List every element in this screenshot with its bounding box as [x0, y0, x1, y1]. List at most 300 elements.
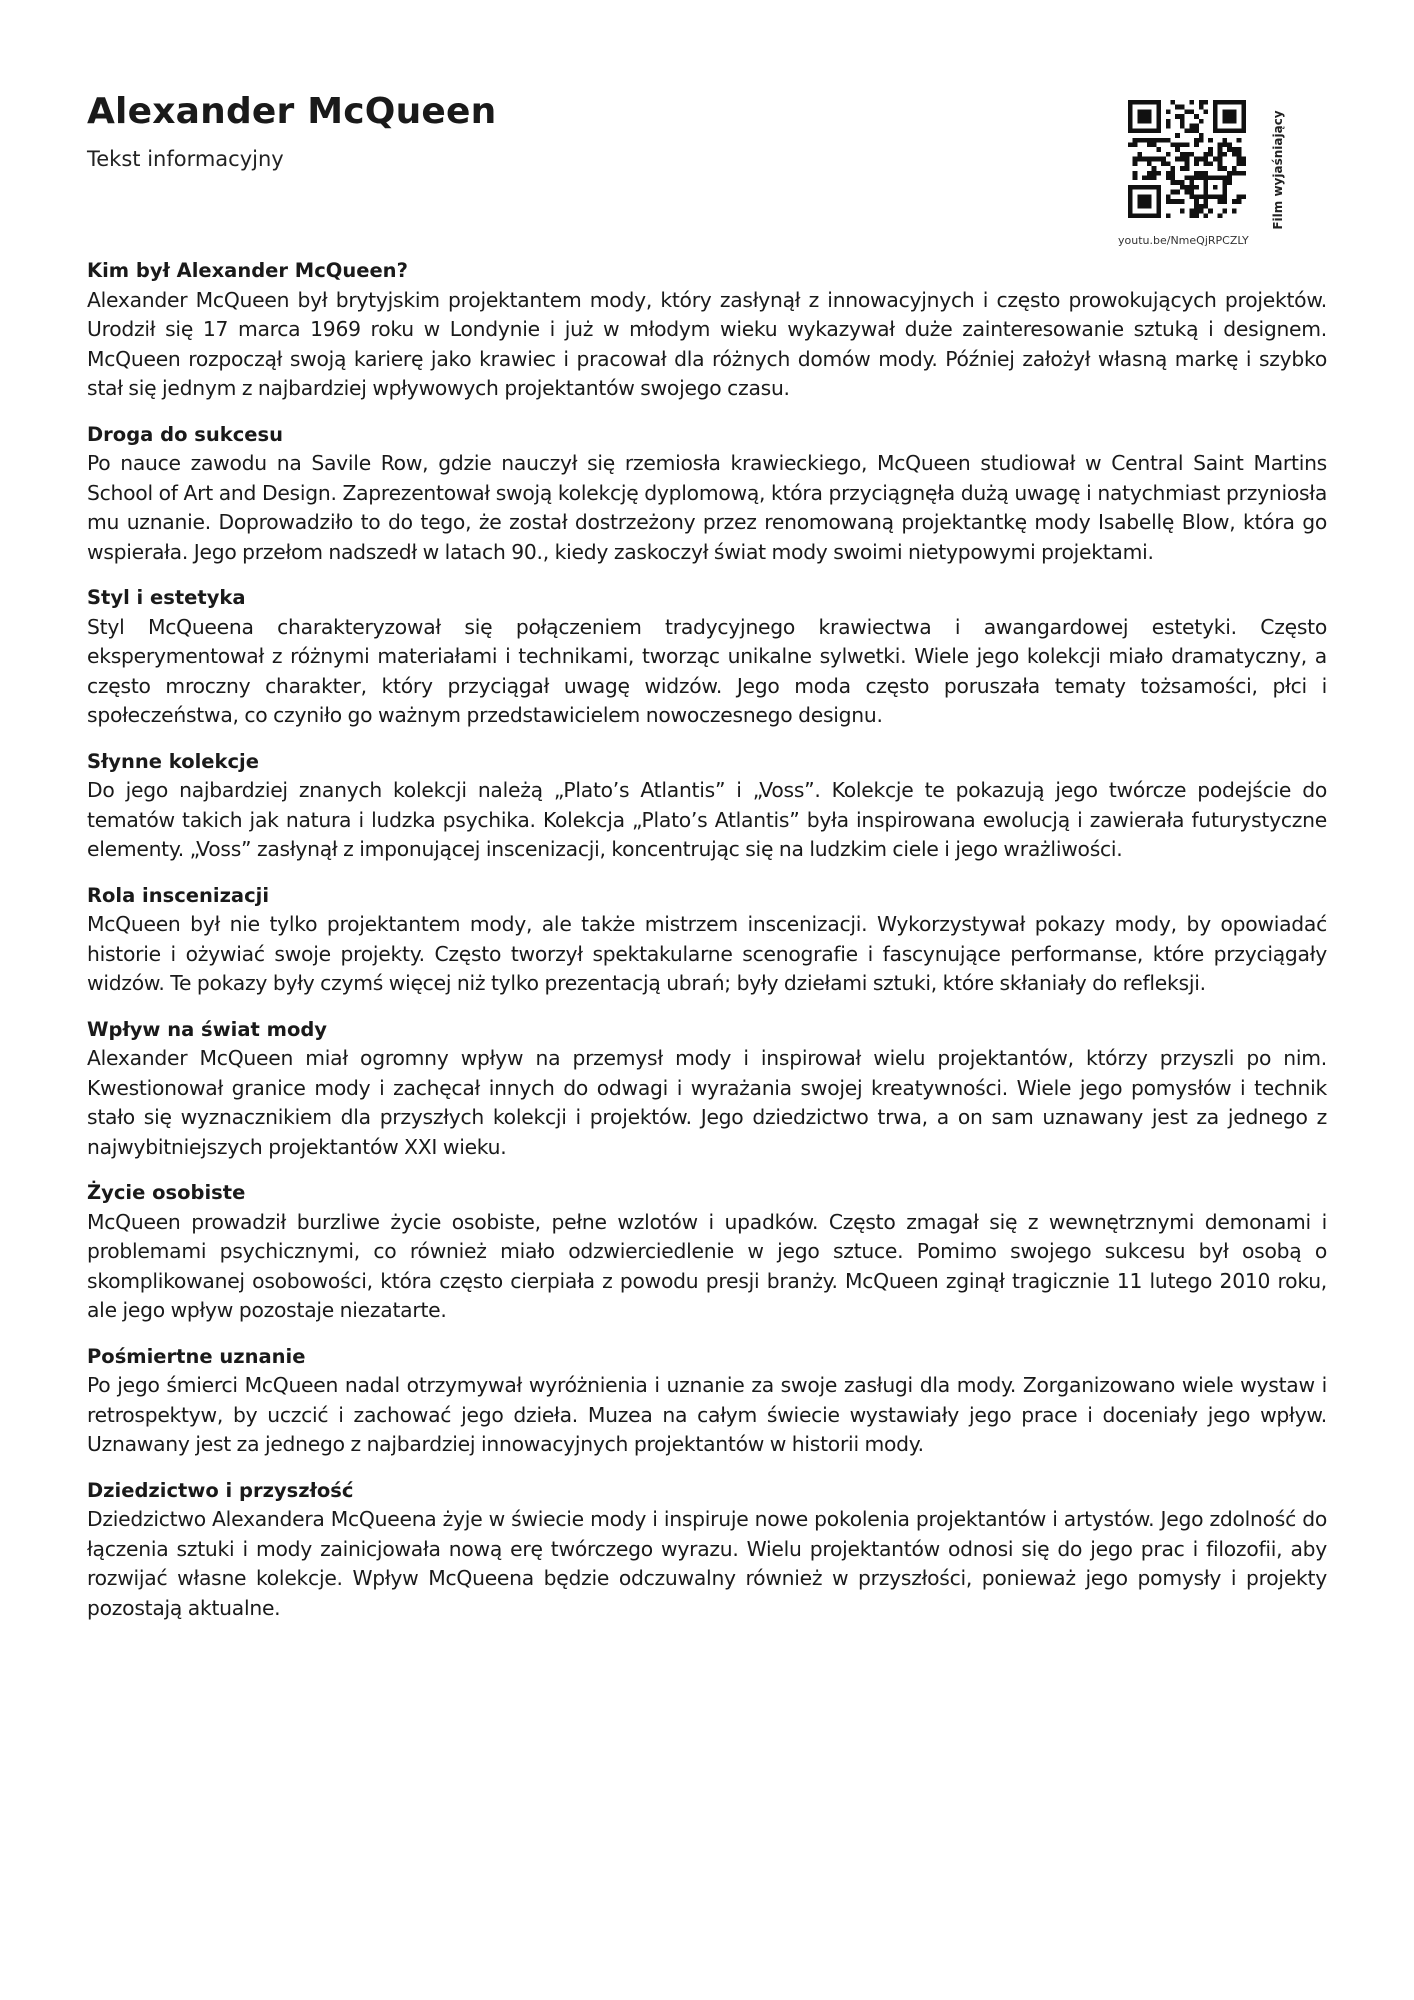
section-heading: Dziedzictwo i przyszłość — [87, 1478, 354, 1502]
section-body: Alexander McQueen był brytyjskim projektantem mody, który zasłynął z innowacyjnych i często prowokujących projektów. Urodził się 17 marca 1969 roku w Londynie i już w młodym wieku wykazywał duże zainteresowanie sztuką i designem. McQueen rozpoczął swoją karierę jako krawiec i pracował dla różnych domów mody. Później założył własną markę i szybko stał się jednym z najbardziej wpływowych projektantów swojego czasu. — [87, 287, 1327, 400]
qr-module — [1189, 124, 1194, 129]
section-styl-i-estetyka — [87, 583, 1327, 731]
qr-module — [1175, 199, 1180, 204]
qr-module — [1189, 194, 1194, 199]
qr-module — [1133, 171, 1138, 176]
qr-module — [1180, 180, 1185, 185]
qr-module — [1137, 157, 1142, 162]
qr-module — [1241, 100, 1246, 105]
section-zycie-osobiste — [87, 1178, 1327, 1326]
qr-module — [1152, 142, 1157, 147]
qr-module — [1166, 119, 1171, 124]
qr-module — [1166, 138, 1171, 143]
qr-module — [1180, 119, 1185, 124]
qr-module — [1199, 100, 1204, 105]
qr-module — [1199, 171, 1204, 176]
qr-module — [1241, 171, 1246, 176]
section-droga-do-sukcesu — [87, 420, 1327, 568]
section-heading: Pośmiertne uznanie — [87, 1344, 306, 1368]
qr-module — [1218, 142, 1223, 147]
section-heading: Rola inscenizacji — [87, 883, 270, 907]
qr-module — [1241, 119, 1246, 124]
qr-module — [1227, 180, 1232, 185]
qr-module — [1189, 109, 1194, 114]
qr-module — [1218, 166, 1223, 171]
qr-module — [1185, 152, 1190, 157]
qr-module — [1152, 157, 1157, 162]
qr-module — [1128, 194, 1133, 199]
qr-module — [1128, 199, 1133, 204]
qr-module — [1204, 161, 1209, 166]
qr-module — [1194, 199, 1199, 204]
section-wplyw-na-swiat-mody — [87, 1015, 1327, 1163]
qr-module — [1156, 114, 1161, 119]
qr-module — [1175, 142, 1180, 147]
section-body: McQueen prowadził burzliwe życie osobiste, pełne wzlotów i upadków. Często zmagał się z wewnętrznymi demonami i problemami psychicznymi, co również miało odzwierciedlenie w jego sztuce. Pomimo swojego sukcesu był osobą o skomplikowanej osobowości, która często cierpiała z powodu presji branży. McQueen zginął tragicznie 11 lutego 2010 roku, ale jego wpływ pozostaje niezatarte. — [87, 1209, 1327, 1322]
qr-module — [1194, 204, 1199, 209]
qr-module — [1194, 194, 1199, 199]
qr-module — [1137, 119, 1142, 124]
qr-module — [1222, 100, 1227, 105]
section-heading: Styl i estetyka — [87, 586, 246, 609]
qr-module — [1227, 119, 1232, 124]
qr-module — [1128, 190, 1133, 195]
qr-module — [1152, 185, 1157, 190]
section-heading: Droga do sukcesu — [87, 422, 283, 446]
qr-module — [1156, 209, 1161, 214]
document-body — [87, 256, 1327, 1639]
page-title: Alexander McQueen — [87, 91, 497, 132]
qr-module — [1147, 128, 1152, 133]
qr-module — [1208, 138, 1213, 143]
qr-module — [1213, 114, 1218, 119]
qr-module — [1180, 166, 1185, 171]
qr-module — [1142, 185, 1147, 190]
qr-module — [1199, 105, 1204, 110]
qr-module — [1133, 100, 1138, 105]
qr-module — [1166, 176, 1171, 181]
qr-module — [1175, 180, 1180, 185]
qr-module — [1133, 157, 1138, 162]
section-posmiertne-uznanie — [87, 1342, 1327, 1460]
qr-module — [1142, 109, 1147, 114]
qr-module — [1180, 199, 1185, 204]
qr-module — [1208, 147, 1213, 152]
qr-module — [1156, 128, 1161, 133]
qr-module — [1232, 152, 1237, 157]
section-heading: Słynne kolekcje — [87, 749, 259, 773]
qr-module — [1227, 147, 1232, 152]
qr-module — [1156, 157, 1161, 162]
qr-module — [1156, 138, 1161, 143]
qr-module — [1213, 185, 1218, 190]
qr-module — [1213, 105, 1218, 110]
qr-module — [1227, 176, 1232, 181]
qr-module — [1185, 142, 1190, 147]
qr-module — [1222, 152, 1227, 157]
qr-module — [1227, 114, 1232, 119]
qr-module — [1128, 105, 1133, 110]
qr-module — [1128, 213, 1133, 218]
qr-module — [1142, 138, 1147, 143]
qr-module — [1142, 157, 1147, 162]
qr-module — [1137, 128, 1142, 133]
qr-module — [1128, 114, 1133, 119]
qr-module — [1241, 128, 1246, 133]
qr-module — [1128, 204, 1133, 209]
qr-module — [1204, 171, 1209, 176]
qr-module — [1142, 128, 1147, 133]
qr-module — [1199, 204, 1204, 209]
qr-module — [1152, 171, 1157, 176]
qr-module — [1218, 161, 1223, 166]
qr-module — [1147, 138, 1152, 143]
qr-module — [1222, 114, 1227, 119]
qr-module — [1147, 185, 1152, 190]
qr-module — [1147, 157, 1152, 162]
qr-module — [1175, 147, 1180, 152]
qr-module — [1241, 124, 1246, 129]
qr-module — [1232, 114, 1237, 119]
qr-module — [1156, 105, 1161, 110]
qr-module — [1194, 114, 1199, 119]
qr-module — [1232, 100, 1237, 105]
qr-module — [1156, 204, 1161, 209]
qr-module — [1170, 199, 1175, 204]
qr-module — [1142, 204, 1147, 209]
qr-module — [1213, 176, 1218, 181]
qr-module — [1199, 194, 1204, 199]
section-heading: Wpływ na świat mody — [87, 1017, 328, 1041]
qr-module — [1142, 194, 1147, 199]
qr-module — [1232, 209, 1237, 214]
qr-module — [1227, 171, 1232, 176]
qr-module — [1237, 199, 1242, 204]
qr-module — [1204, 185, 1209, 190]
qr-module — [1142, 114, 1147, 119]
qr-module — [1185, 190, 1190, 195]
section-body: Po jego śmierci McQueen nadal otrzymywał wyróżnienia i uznanie za swoje zasługi dla mody. Zorganizowano wiele wystaw i retrospektyw, by uczcić i zachować jego dzieła. Muzea na całym świecie wystawiały jego prace i doceniały jego wpływ. Uznawany jest za jednego z najbardziej innowacyjnych projektantów w historii mody. — [87, 1373, 1327, 1456]
qr-module — [1237, 194, 1242, 199]
qr-module — [1133, 142, 1138, 147]
qr-module — [1166, 124, 1171, 129]
qr-module — [1128, 124, 1133, 129]
qr-module — [1241, 114, 1246, 119]
qr-module — [1241, 109, 1246, 114]
qr-module — [1137, 100, 1142, 105]
page-subtitle: Tekst informacyjny — [87, 147, 284, 171]
qr-module — [1180, 124, 1185, 129]
qr-module — [1185, 109, 1190, 114]
qr-module — [1147, 204, 1152, 209]
qr-module — [1194, 161, 1199, 166]
qr-module — [1166, 161, 1171, 166]
qr-module — [1180, 105, 1185, 110]
qr-module — [1237, 171, 1242, 176]
qr-module — [1189, 128, 1194, 133]
qr-module — [1147, 161, 1152, 166]
qr-module — [1222, 190, 1227, 195]
qr-code-icon[interactable] — [1128, 100, 1246, 218]
qr-module — [1133, 128, 1138, 133]
section-slynne-kolekcje — [87, 747, 1327, 865]
qr-module — [1213, 119, 1218, 124]
qr-module — [1189, 190, 1194, 195]
section-body: Dziedzictwo Alexandera McQueena żyje w świecie mody i inspiruje nowe pokolenia projektantów i artystów. Jego zdolność do łączenia sztuki i mody zainicjowała nową erę twórczego wyrazu. Wielu projektantów odnosi się do jego prac i filozofii, aby rozwijać własne kolekcje. Wpływ McQueena będzie odczuwalny również w przyszłości, ponieważ jego pomysły i projekty pozostają aktualne. — [87, 1507, 1327, 1620]
qr-module — [1222, 194, 1227, 199]
qr-module — [1180, 157, 1185, 162]
section-body: Do jego najbardziej znanych kolekcji należą „Plato’s Atlantis” i „Voss”. Kolekcje te pokazują jego twórcze podejście do tematów takich jak natura i ludzka psychika. Kolekcja „Plato’s Atlantis” była inspirowana ewolucją i zawierała futurystyczne elementy. „Voss” zasłynął z imponującej inscenizacji, koncentrując się na ludzkim ciele i jego wrażliwości. — [87, 778, 1327, 861]
qr-module — [1156, 119, 1161, 124]
qr-module — [1189, 185, 1194, 190]
qr-module — [1156, 199, 1161, 204]
qr-module — [1161, 157, 1166, 162]
qr-module — [1128, 109, 1133, 114]
qr-module — [1166, 199, 1171, 204]
qr-module — [1218, 199, 1223, 204]
qr-module — [1170, 142, 1175, 147]
qr-module — [1237, 152, 1242, 157]
qr-module — [1204, 180, 1209, 185]
qr-module — [1156, 185, 1161, 190]
qr-module — [1161, 138, 1166, 143]
qr-module — [1137, 199, 1142, 204]
qr-module — [1218, 128, 1223, 133]
qr-module — [1204, 176, 1209, 181]
qr-module — [1180, 185, 1185, 190]
qr-module — [1204, 213, 1209, 218]
section-rola-inscenizacji — [87, 881, 1327, 999]
qr-module — [1218, 100, 1223, 105]
qr-module — [1147, 109, 1152, 114]
qr-module — [1161, 161, 1166, 166]
qr-module — [1194, 209, 1199, 214]
qr-module — [1128, 142, 1133, 147]
qr-module — [1199, 119, 1204, 124]
qr-module — [1227, 142, 1232, 147]
qr-module — [1147, 142, 1152, 147]
qr-module — [1133, 176, 1138, 181]
qr-module — [1170, 176, 1175, 181]
qr-url[interactable]: youtu.be/NmeQjRPCZLY — [1118, 234, 1249, 247]
qr-module — [1185, 157, 1190, 162]
qr-module — [1199, 176, 1204, 181]
qr-module — [1170, 166, 1175, 171]
qr-module — [1142, 176, 1147, 181]
qr-module — [1166, 171, 1171, 176]
qr-module — [1137, 213, 1142, 218]
qr-module — [1189, 152, 1194, 157]
qr-module — [1204, 204, 1209, 209]
qr-module — [1166, 109, 1171, 114]
qr-module — [1199, 138, 1204, 143]
qr-module — [1208, 161, 1213, 166]
qr-module — [1222, 176, 1227, 181]
qr-module — [1156, 171, 1161, 176]
qr-module — [1222, 128, 1227, 133]
qr-module — [1133, 185, 1138, 190]
section-heading: Życie osobiste — [87, 1181, 246, 1204]
qr-module — [1189, 176, 1194, 181]
qr-module — [1189, 180, 1194, 185]
qr-module — [1208, 152, 1213, 157]
qr-module — [1170, 190, 1175, 195]
qr-module — [1204, 157, 1209, 162]
qr-module — [1241, 105, 1246, 110]
qr-module — [1156, 147, 1161, 152]
qr-module — [1147, 194, 1152, 199]
qr-module — [1232, 171, 1237, 176]
qr-module — [1142, 199, 1147, 204]
qr-module — [1185, 166, 1190, 171]
qr-module — [1222, 138, 1227, 143]
qr-module — [1147, 100, 1152, 105]
qr-module — [1166, 194, 1171, 199]
qr-module — [1185, 176, 1190, 181]
qr-module — [1147, 213, 1152, 218]
qr-module — [1194, 138, 1199, 143]
qr-module — [1137, 114, 1142, 119]
qr-module — [1142, 100, 1147, 105]
qr-module — [1204, 100, 1209, 105]
qr-module — [1237, 161, 1242, 166]
qr-module — [1194, 124, 1199, 129]
qr-module — [1208, 194, 1213, 199]
qr-module — [1175, 190, 1180, 195]
qr-module — [1147, 176, 1152, 181]
qr-module — [1170, 100, 1175, 105]
qr-module — [1222, 166, 1227, 171]
qr-module — [1204, 199, 1209, 204]
section-kim-byl — [87, 256, 1327, 404]
qr-module — [1128, 100, 1133, 105]
qr-module — [1222, 109, 1227, 114]
qr-module — [1222, 199, 1227, 204]
qr-module — [1180, 142, 1185, 147]
qr-module — [1137, 204, 1142, 209]
qr-module — [1133, 213, 1138, 218]
qr-module — [1180, 209, 1185, 214]
qr-module — [1128, 185, 1133, 190]
qr-module — [1189, 213, 1194, 218]
qr-module — [1194, 128, 1199, 133]
qr-module — [1237, 157, 1242, 162]
qr-module — [1152, 138, 1157, 143]
qr-module — [1218, 147, 1223, 152]
qr-module — [1170, 180, 1175, 185]
qr-module — [1208, 176, 1213, 181]
qr-module — [1204, 109, 1209, 114]
qr-module — [1133, 138, 1138, 143]
qr-module — [1137, 138, 1142, 143]
qr-module — [1147, 119, 1152, 124]
qr-module — [1156, 190, 1161, 195]
qr-module — [1237, 128, 1242, 133]
section-body: Styl McQueena charakteryzował się połączeniem tradycyjnego krawiectwa i awangardowej estetyki. Często eksperymentował z różnymi materiałami i technikami, tworząc unikalne sylwetki. Wiele jego kolekcji miało dramatyczny, a często mroczny charakter, który przyciągał uwagę widzów. Jego moda często poruszała tematy tożsamości, płci i społeczeństwa, co czyniło go ważnym przedstawicielem nowoczesnego designu. — [87, 614, 1327, 727]
qr-module — [1156, 100, 1161, 105]
qr-module — [1213, 157, 1218, 162]
qr-module — [1137, 185, 1142, 190]
qr-module — [1199, 133, 1204, 138]
qr-module — [1194, 213, 1199, 218]
qr-module — [1232, 199, 1237, 204]
section-body: McQueen był nie tylko projektantem mody, ale także mistrzem inscenizacji. Wykorzystywał pokazy mody, by opowiadać historie i ożywiać swoje projekty. Często tworzył spektakularne scenografie i fascynujące performanse, które przyciągały widzów. Te pokazy były czymś więcej niż tylko prezentacją ubrań; były dziełami sztuki, które skłaniały do refleksji. — [87, 912, 1327, 995]
qr-module — [1227, 109, 1232, 114]
qr-module — [1152, 166, 1157, 171]
qr-module — [1180, 152, 1185, 157]
qr-module — [1241, 157, 1246, 162]
qr-module — [1147, 114, 1152, 119]
qr-module — [1152, 213, 1157, 218]
qr-module — [1213, 109, 1218, 114]
qr-module — [1175, 114, 1180, 119]
qr-module — [1137, 152, 1142, 157]
qr-module — [1147, 171, 1152, 176]
qr-module — [1213, 100, 1218, 105]
qr-module — [1189, 100, 1194, 105]
qr-module — [1194, 176, 1199, 181]
qr-module — [1194, 185, 1199, 190]
qr-module — [1218, 176, 1223, 181]
qr-module — [1204, 190, 1209, 195]
qr-module — [1237, 100, 1242, 105]
qr-module — [1237, 138, 1242, 143]
qr-module — [1232, 147, 1237, 152]
qr-module — [1156, 124, 1161, 129]
qr-module — [1194, 142, 1199, 147]
qr-module — [1166, 152, 1171, 157]
qr-module — [1156, 213, 1161, 218]
qr-module — [1133, 161, 1138, 166]
qr-module — [1213, 128, 1218, 133]
section-heading: Kim był Alexander McQueen? — [87, 259, 408, 282]
qr-module — [1175, 157, 1180, 162]
qr-module — [1222, 119, 1227, 124]
qr-module — [1152, 176, 1157, 181]
qr-module — [1142, 213, 1147, 218]
qr-module — [1194, 157, 1199, 162]
qr-module — [1227, 128, 1232, 133]
qr-module — [1218, 152, 1223, 157]
qr-module — [1180, 114, 1185, 119]
qr-module — [1218, 213, 1223, 218]
qr-side-label-text: Film wyjaśniający — [1271, 110, 1285, 230]
qr-module — [1142, 119, 1147, 124]
qr-module — [1241, 194, 1246, 199]
qr-module — [1128, 119, 1133, 124]
section-body: Alexander McQueen miał ogromny wpływ na przemysł mody i inspirował wielu projektantów, którzy przyszli po nim. Kwestionował granice mody i zachęcał innych do odwagi i wyrażania swojej kreatywności. Wiele jego pomysłów i technik stało się wyznacznikiem dla przyszłych kolekcji i projektów. Jego dziedzictwo trwa, a on sam uznawany jest za jednego z najwybitniejszych projektantów XXI wieku. — [87, 1046, 1327, 1159]
qr-module — [1204, 194, 1209, 199]
qr-module — [1222, 185, 1227, 190]
qr-module — [1166, 213, 1171, 218]
qr-module — [1137, 109, 1142, 114]
qr-module — [1128, 209, 1133, 214]
qr-module — [1213, 194, 1218, 199]
qr-module — [1218, 194, 1223, 199]
qr-module — [1241, 161, 1246, 166]
qr-module — [1156, 109, 1161, 114]
qr-module — [1137, 194, 1142, 199]
qr-module — [1194, 171, 1199, 176]
qr-module — [1227, 100, 1232, 105]
qr-module — [1185, 185, 1190, 190]
qr-module — [1185, 161, 1190, 166]
qr-module — [1128, 128, 1133, 133]
qr-module — [1222, 180, 1227, 185]
qr-module — [1204, 152, 1209, 157]
qr-module — [1189, 209, 1194, 214]
qr-module — [1185, 128, 1190, 133]
